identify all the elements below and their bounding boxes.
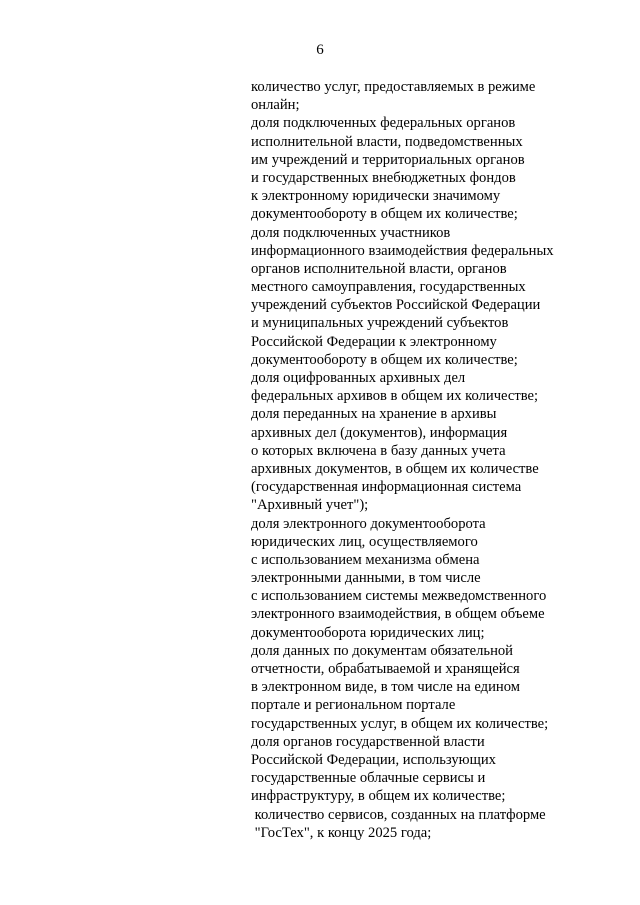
text-line: доля подключенных участников (251, 224, 451, 241)
text-line: к электронному юридически значимому (251, 188, 501, 205)
body-text (251, 78, 631, 842)
text-line: портале и региональном портале (251, 697, 456, 714)
text-line: о которых включена в базу данных учета (251, 442, 506, 459)
text-line: федеральных архивов в общем их количестве; (251, 388, 539, 405)
text-line: доля электронного документооборота (251, 515, 486, 532)
text-line: "Архивный учет"); (251, 497, 369, 514)
text-line: Российской Федерации к электронному (251, 333, 497, 350)
text-line: документообороту в общем их количестве; (251, 206, 518, 223)
text-line: с использованием механизма обмена (251, 551, 480, 568)
text-line: государственные облачные сервисы и (251, 770, 486, 787)
text-line: доля данных по документам обязательной (251, 642, 513, 659)
text-line: электронными данными, в том числе (251, 570, 481, 587)
text-line: с использованием системы межведомственного (251, 588, 547, 605)
text-line: отчетности, обрабатываемой и хранящейся (251, 661, 520, 677)
text-line: Российской Федерации, использующих (251, 751, 496, 768)
text-line: (государственная информационная система (251, 479, 522, 496)
text-line: электронного взаимодействия, в общем объеме (251, 606, 545, 623)
text-line: доля оцифрованных архивных дел (251, 370, 466, 386)
text-line: юридических лиц, осуществляемого (251, 533, 478, 550)
text-line: инфраструктуру, в общем их количестве; (251, 788, 506, 805)
text-line: доля переданных на хранение в архивы (251, 406, 497, 423)
text-line: документообороту в общем их количестве; (251, 351, 518, 368)
text-line: и муниципальных учреждений субъектов (251, 315, 509, 332)
text-line: количество услуг, предоставляемых в режиме (251, 79, 536, 95)
text-line: архивных дел (документов), информация (251, 424, 508, 441)
text-line: им учреждений и территориальных органов (251, 151, 525, 168)
text-line: учреждений субъектов Российской Федерации (251, 297, 541, 314)
text-line: органов исполнительной власти, органов (251, 260, 507, 277)
text-line: документооборота юридических лиц; (251, 624, 485, 641)
text-line: в электронном виде, в том числе на едином (251, 679, 520, 696)
text-line: доля органов государственной власти (251, 733, 485, 750)
text-line: доля подключенных федеральных органов (251, 115, 516, 132)
text-line: государственных услуг, в общем их количестве; (251, 715, 549, 732)
page-number: 6 (316, 42, 324, 58)
text-line: онлайн; (251, 97, 300, 114)
text-line: и государственных внебюджетных фондов (251, 169, 516, 186)
text-line: "ГосТех", к концу 2025 года; (251, 824, 432, 841)
text-line: информационного взаимодействия федеральных (251, 242, 554, 259)
text-line: исполнительной власти, подведомственных (251, 133, 523, 150)
text-line: местного самоуправления, государственных (251, 279, 526, 296)
text-line: количество сервисов, созданных на платформе (251, 806, 546, 823)
text-line: архивных документов, в общем их количестве (251, 460, 539, 477)
